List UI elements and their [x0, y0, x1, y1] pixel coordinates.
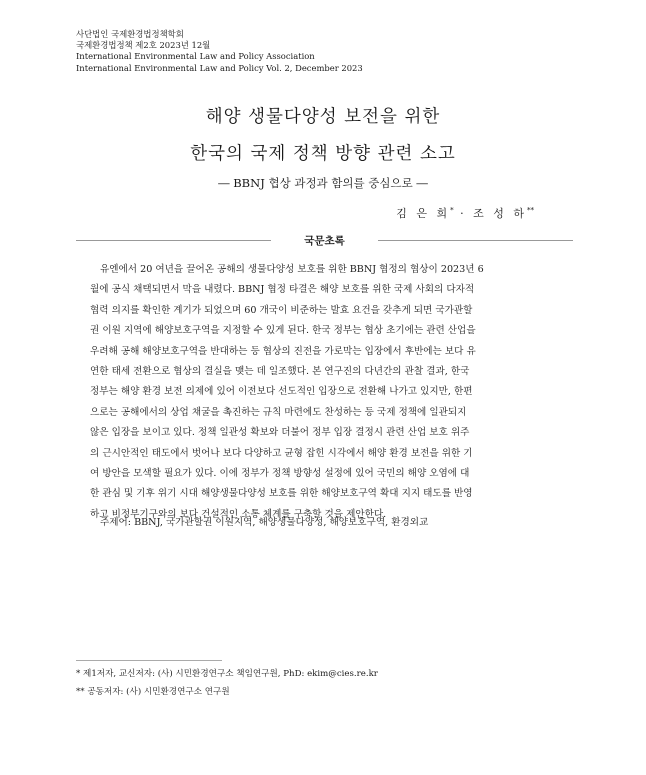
abstract-line: 유엔에서 20 여년을 끌어온 공해의 생물다양성 보호를 위한 BBNJ 협정의 협상이 2023년 6 [100, 264, 484, 275]
abstract-line: 의 근시안적인 태도에서 벗어나 보다 다양하고 균형 잡힌 시각에서 해양 환경 보전을 위한 기 [90, 447, 473, 459]
journal-header [76, 29, 363, 74]
author-1-mark: * [450, 206, 454, 215]
author-2-mark: ** [527, 206, 534, 215]
abstract-line: 연한 태세 전환으로 협상의 결실을 맺는 데 일조했다. 본 연구진의 다년간의 관찰 결과, 한국 [90, 366, 470, 378]
author-line [396, 205, 534, 221]
footnote-first-author: * 제1저자, 교신저자: (사) 시민환경연구소 책임연구원, PhD: ekim@cies.re.kr [76, 669, 378, 679]
footnote-divider [76, 660, 222, 661]
header-issue: 국제환경법정책 제2호 2023년 12월 [76, 40, 211, 51]
footnote-co-author: ** 공동저자: (사) 시민환경연구소 연구원 [76, 687, 230, 697]
paper-subtitle: ― BBNJ 협상 과정과 함의를 중심으로 ― [218, 176, 428, 190]
abstract-line: 한 관심 및 기후 위기 시대 해양생물다양성 보호를 위한 해양보호구역 확대 지지 태도를 반영 [90, 488, 473, 500]
author-separator: · [460, 207, 467, 220]
abstract-line: 월에 공식 채택되면서 막을 내렸다. BBNJ 협정 타결은 해양 보호를 위한 국제 사회의 다자적 [90, 284, 475, 296]
author-2: 조 성 하 [473, 207, 527, 220]
header-issue-en: International Environmental Law and Policy Vol. 2, December 2023 [76, 62, 363, 73]
paper-title-line1: 해양 생물다양성 보전을 위한 [205, 107, 441, 127]
header-society: 사단법인 국제환경법정책학회 [76, 29, 184, 39]
heading-rule-right [378, 240, 573, 241]
abstract-line: 하고 비정부기구와의 보다 건설적인 소통 체계를 구축할 것을 제안한다. [90, 508, 387, 520]
abstract-body [90, 260, 518, 525]
footnotes [76, 665, 378, 701]
abstract-line: 으로는 공해에서의 상업 채굴을 촉진하는 규칙 마련에도 찬성하는 등 국제 정책에 일관되지 [90, 406, 467, 418]
abstract-heading-row [76, 233, 573, 247]
abstract-line: 않은 입장을 보이고 있다. 정책 일관성 확보와 더불어 정부 입장 결정시 관련 산업 보호 위주 [90, 427, 470, 439]
paper-title-line2: 한국의 국제 정책 방향 관련 소고 [190, 144, 456, 164]
abstract-line: 권 이원 지역에 해양보호구역을 지정할 수 있게 된다. 한국 정부는 협상 초기에는 관련 산업을 [90, 325, 476, 337]
abstract-line: 협력 의지를 확인한 계기가 되었으며 60 개국이 비준하는 발효 요건을 갖추게 되면 국가관할 [90, 304, 473, 316]
abstract-heading: 국문초록 [304, 235, 345, 247]
abstract-line: 정부는 해양 환경 보전 의제에 있어 이전보다 선도적인 입장으로 전환해 나가고 있지만, 한편 [90, 386, 473, 398]
keywords: 주제어: BBNJ, 국가관할권 이원지역, 해양생물다양성, 해양보호구역, 환경외교 [100, 517, 429, 528]
abstract-line: 여 방안을 모색할 필요가 있다. 이에 정부가 정책 방향성 설정에 있어 국민의 해양 오염에 대 [90, 468, 470, 480]
author-1: 김 은 희 [396, 207, 451, 220]
header-association-en: International Environmental Law and Policy Association [76, 51, 315, 62]
abstract-line: 우려해 공해 해양보호구역을 반대하는 등 협상의 진전을 가로막는 입장에서 후반에는 보다 유 [90, 345, 476, 357]
